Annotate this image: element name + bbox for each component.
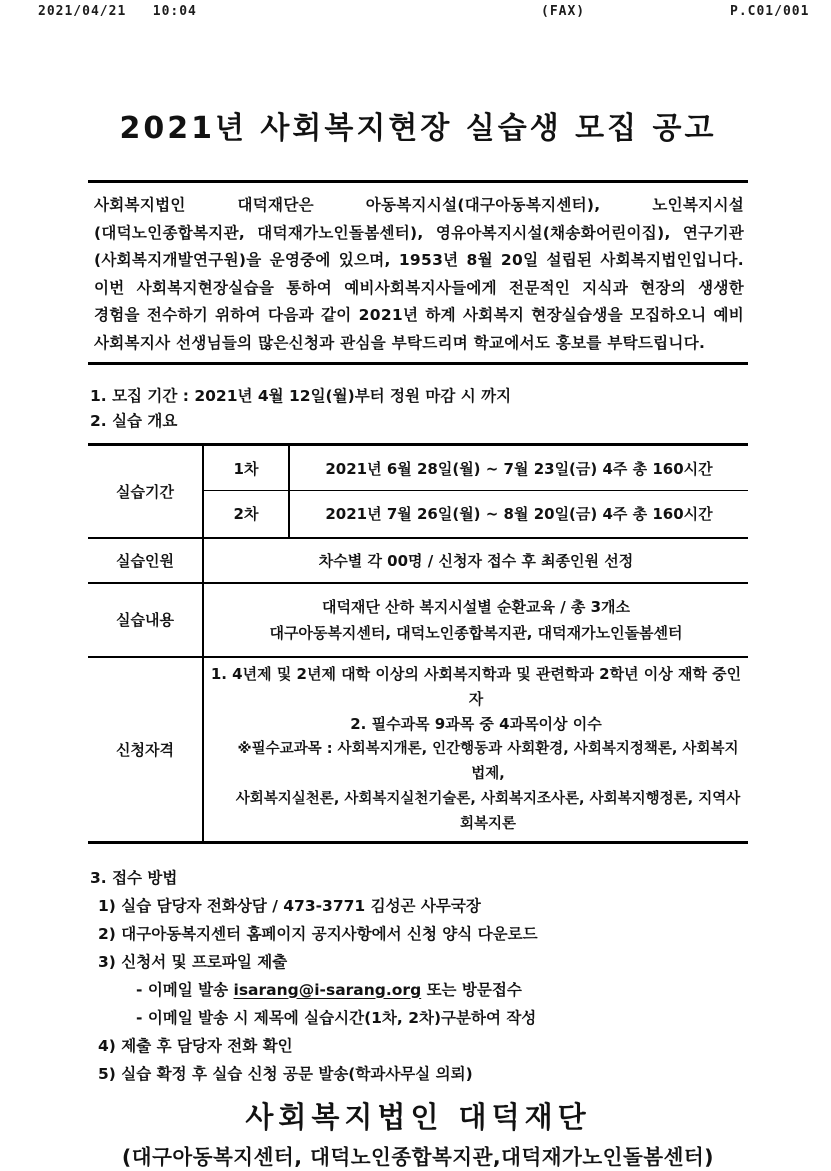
round2-value-cell: 2021년 7월 26일(월) ~ 8월 20일(금) 4주 총 160시간 [289,491,748,538]
section-headings [88,384,748,434]
foundation-facilities: (대구아동복지센터, 대덕노인종합복지관,대덕재가노인돌봄센터) [121,1144,715,1169]
period-label-cell: 실습기간 [88,445,203,538]
apply-item-3-sub-1 [136,976,748,1004]
apply-item-4: 4) 제출 후 담당자 전화 확인 [98,1036,293,1055]
table-row-round1 [88,445,748,491]
capacity-label-cell: 실습인원 [88,538,203,583]
apply-heading-line: 3. 접수 방법 [90,868,178,887]
qualification-label-cell: 신청자격 [116,740,174,759]
email-line-prefix: - 이메일 발송 [136,980,234,999]
divider-under-intro [88,362,748,365]
round1-label-cell: 1차 [203,445,289,491]
notice-title: 2021년 사회복지현장 실습생 모집 공고 [119,111,717,146]
content-value-cell [203,583,748,657]
table-row-content [88,583,748,657]
apply-item-3-sub-2: - 이메일 발송 시 제목에 실습시간(1차, 2차)구분하여 작성 [136,1008,537,1027]
fax-label: (FAX) [541,4,586,19]
document-body [88,0,748,1171]
apply-item-5: 5) 실습 확정 후 실습 신청 공문 발송(학과사무실 의뢰) [98,1064,473,1083]
overview-table [88,443,748,844]
qualification-value-cell [203,657,748,843]
fax-datetime: 2021/04/21 10:04 [38,4,197,19]
recruitment-period-line: 1. 모집 기간 : 2021년 4월 12일(월)부터 정원 마감 시 까지 [90,387,512,405]
content-label-cell: 실습내용 [88,583,203,657]
email-line-suffix: 또는 방문접수 [421,980,522,999]
intro-paragraph: 사회복지법인 대덕재단은 아동복지시설(대구아동복지센터), 노인복지시설(대덕노인종합복지관, 대덕재가노인돌봄센터), 영유아복지시설(채송화어린이집), 연구기관(사회복지개발연구원)을 운영중에 있으며, 1953년 8월 20일 설립된 사회복지법인입니다. 이번 사회복지현장실습을 통하여 예비사회복지사들에게 전문적인 지식과 현장의 생생한 경험을 전수하기 위하여 다음과 같이 2021년 하계 사회복지 현장실습생을 모집하오니 예비 사회복지사 선생님들의 많은신청과 관심을 부탁드리며 학교에서도 홍보를 부탁드립니다. [94,196,744,352]
table-row-capacity [88,538,748,583]
apply-item-2: 2) 대구아동복지센터 홈페이지 공지사항에서 신청 양식 다운로드 [98,924,538,943]
capacity-value-cell: 차수별 각 00명 / 신청자 접수 후 최종인원 선정 [203,538,748,583]
apply-item-3: 3) 신청서 및 프로파일 제출 [98,952,288,971]
fax-page-number: P.C01/001 [730,4,810,19]
qualification-line-3: ※필수교과목 : 사회복지개론, 인간행동과 사회환경, 사회복지정책론, 사회복지법제, [237,740,739,782]
qualification-line-1: 1. 4년제 및 2년제 대학 이상의 사회복지학과 및 관련학과 2학년 이상 재학 중인 자 [210,664,742,708]
content-line-2: 대구아동복지센터, 대덕노인종합복지관, 대덕재가노인돌봄센터 [269,623,683,642]
content-line-1: 대덕재단 산하 복지시설별 순환교육 / 총 3개소 [321,597,631,616]
email-text: isarang@i-sarang.org [233,980,422,999]
overview-heading-line: 2. 실습 개요 [90,412,178,430]
foundation-name: 사회복지법인 대덕재단 [245,1099,591,1134]
apply-method-section [88,865,748,1088]
round1-value-cell: 2021년 6월 28일(월) ~ 7월 23일(금) 4주 총 160시간 [289,445,748,491]
divider-under-title [88,180,748,183]
qualification-line-4: 사회복지실천론, 사회복지실천기술론, 사회복지조사론, 사회복지행정론, 지역사회복지론 [235,790,741,832]
table-row-qualification [88,657,748,843]
apply-item-1: 1) 실습 담당자 전화상담 / 473-3771 김성곤 사무국장 [98,896,481,915]
round2-label-cell: 2차 [203,491,289,538]
qualification-line-2: 2. 필수과목 9과목 중 4과목이상 이수 [350,714,602,733]
